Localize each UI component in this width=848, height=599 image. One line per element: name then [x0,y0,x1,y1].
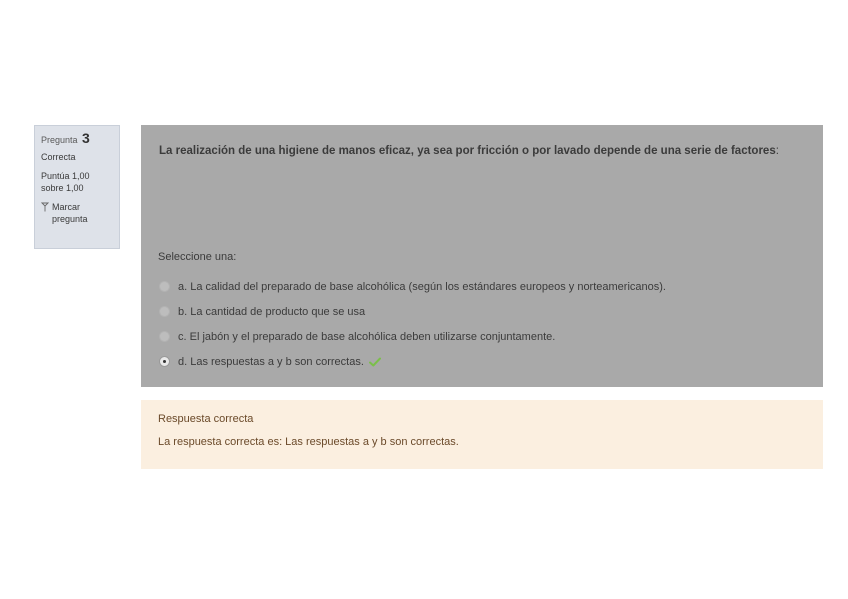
answer-option-b[interactable] [159,299,809,324]
flag-icon [41,202,49,212]
answer-option-d[interactable] [159,349,809,374]
question-grade [41,170,114,194]
question-number: 3 [82,130,90,146]
answer-list [159,274,809,374]
radio-button[interactable] [159,331,170,342]
question-label: Pregunta [41,135,78,145]
question-number-heading [41,132,114,146]
feedback-panel [141,400,823,469]
grade-line-2: sobre 1,00 [41,183,84,193]
flag-question-link[interactable] [41,201,114,225]
question-text [159,143,805,160]
radio-button[interactable] [159,306,170,317]
radio-button[interactable] [159,281,170,292]
feedback-title: Respuesta correcta [158,413,254,425]
grade-line-1: Puntúa 1,00 [41,171,90,181]
answer-label: c. El jabón y el preparado de base alcohólica deben utilizarse conjuntamente. [178,330,556,343]
question-text-bold: La realización de una higiene de manos eficaz, ya sea por fricción o por lavado depende de una serie de factores [159,145,776,157]
answer-label: d. Las respuestas a y b son correctas. [178,355,364,368]
answer-prompt: Seleccione una: [158,251,237,263]
question-state: Correcta [41,152,76,162]
answer-label: a. La calidad del preparado de base alcohólica (según los estándares europeos y norteamericanos). [178,280,666,293]
question-info-panel [34,125,120,249]
answer-option-a[interactable] [159,274,809,299]
correct-answer-text: La respuesta correcta es: Las respuestas a y b son correctas. [158,436,459,448]
question-text-tail: : [775,145,779,157]
answer-label: b. La cantidad de producto que se usa [178,305,366,318]
check-icon [369,357,381,367]
question-formulation [141,125,823,387]
flag-label-line-1: Marcar [52,202,81,212]
radio-button-selected[interactable] [159,356,170,367]
answer-option-c[interactable] [159,324,809,349]
flag-label-line-2: pregunta [52,214,88,224]
